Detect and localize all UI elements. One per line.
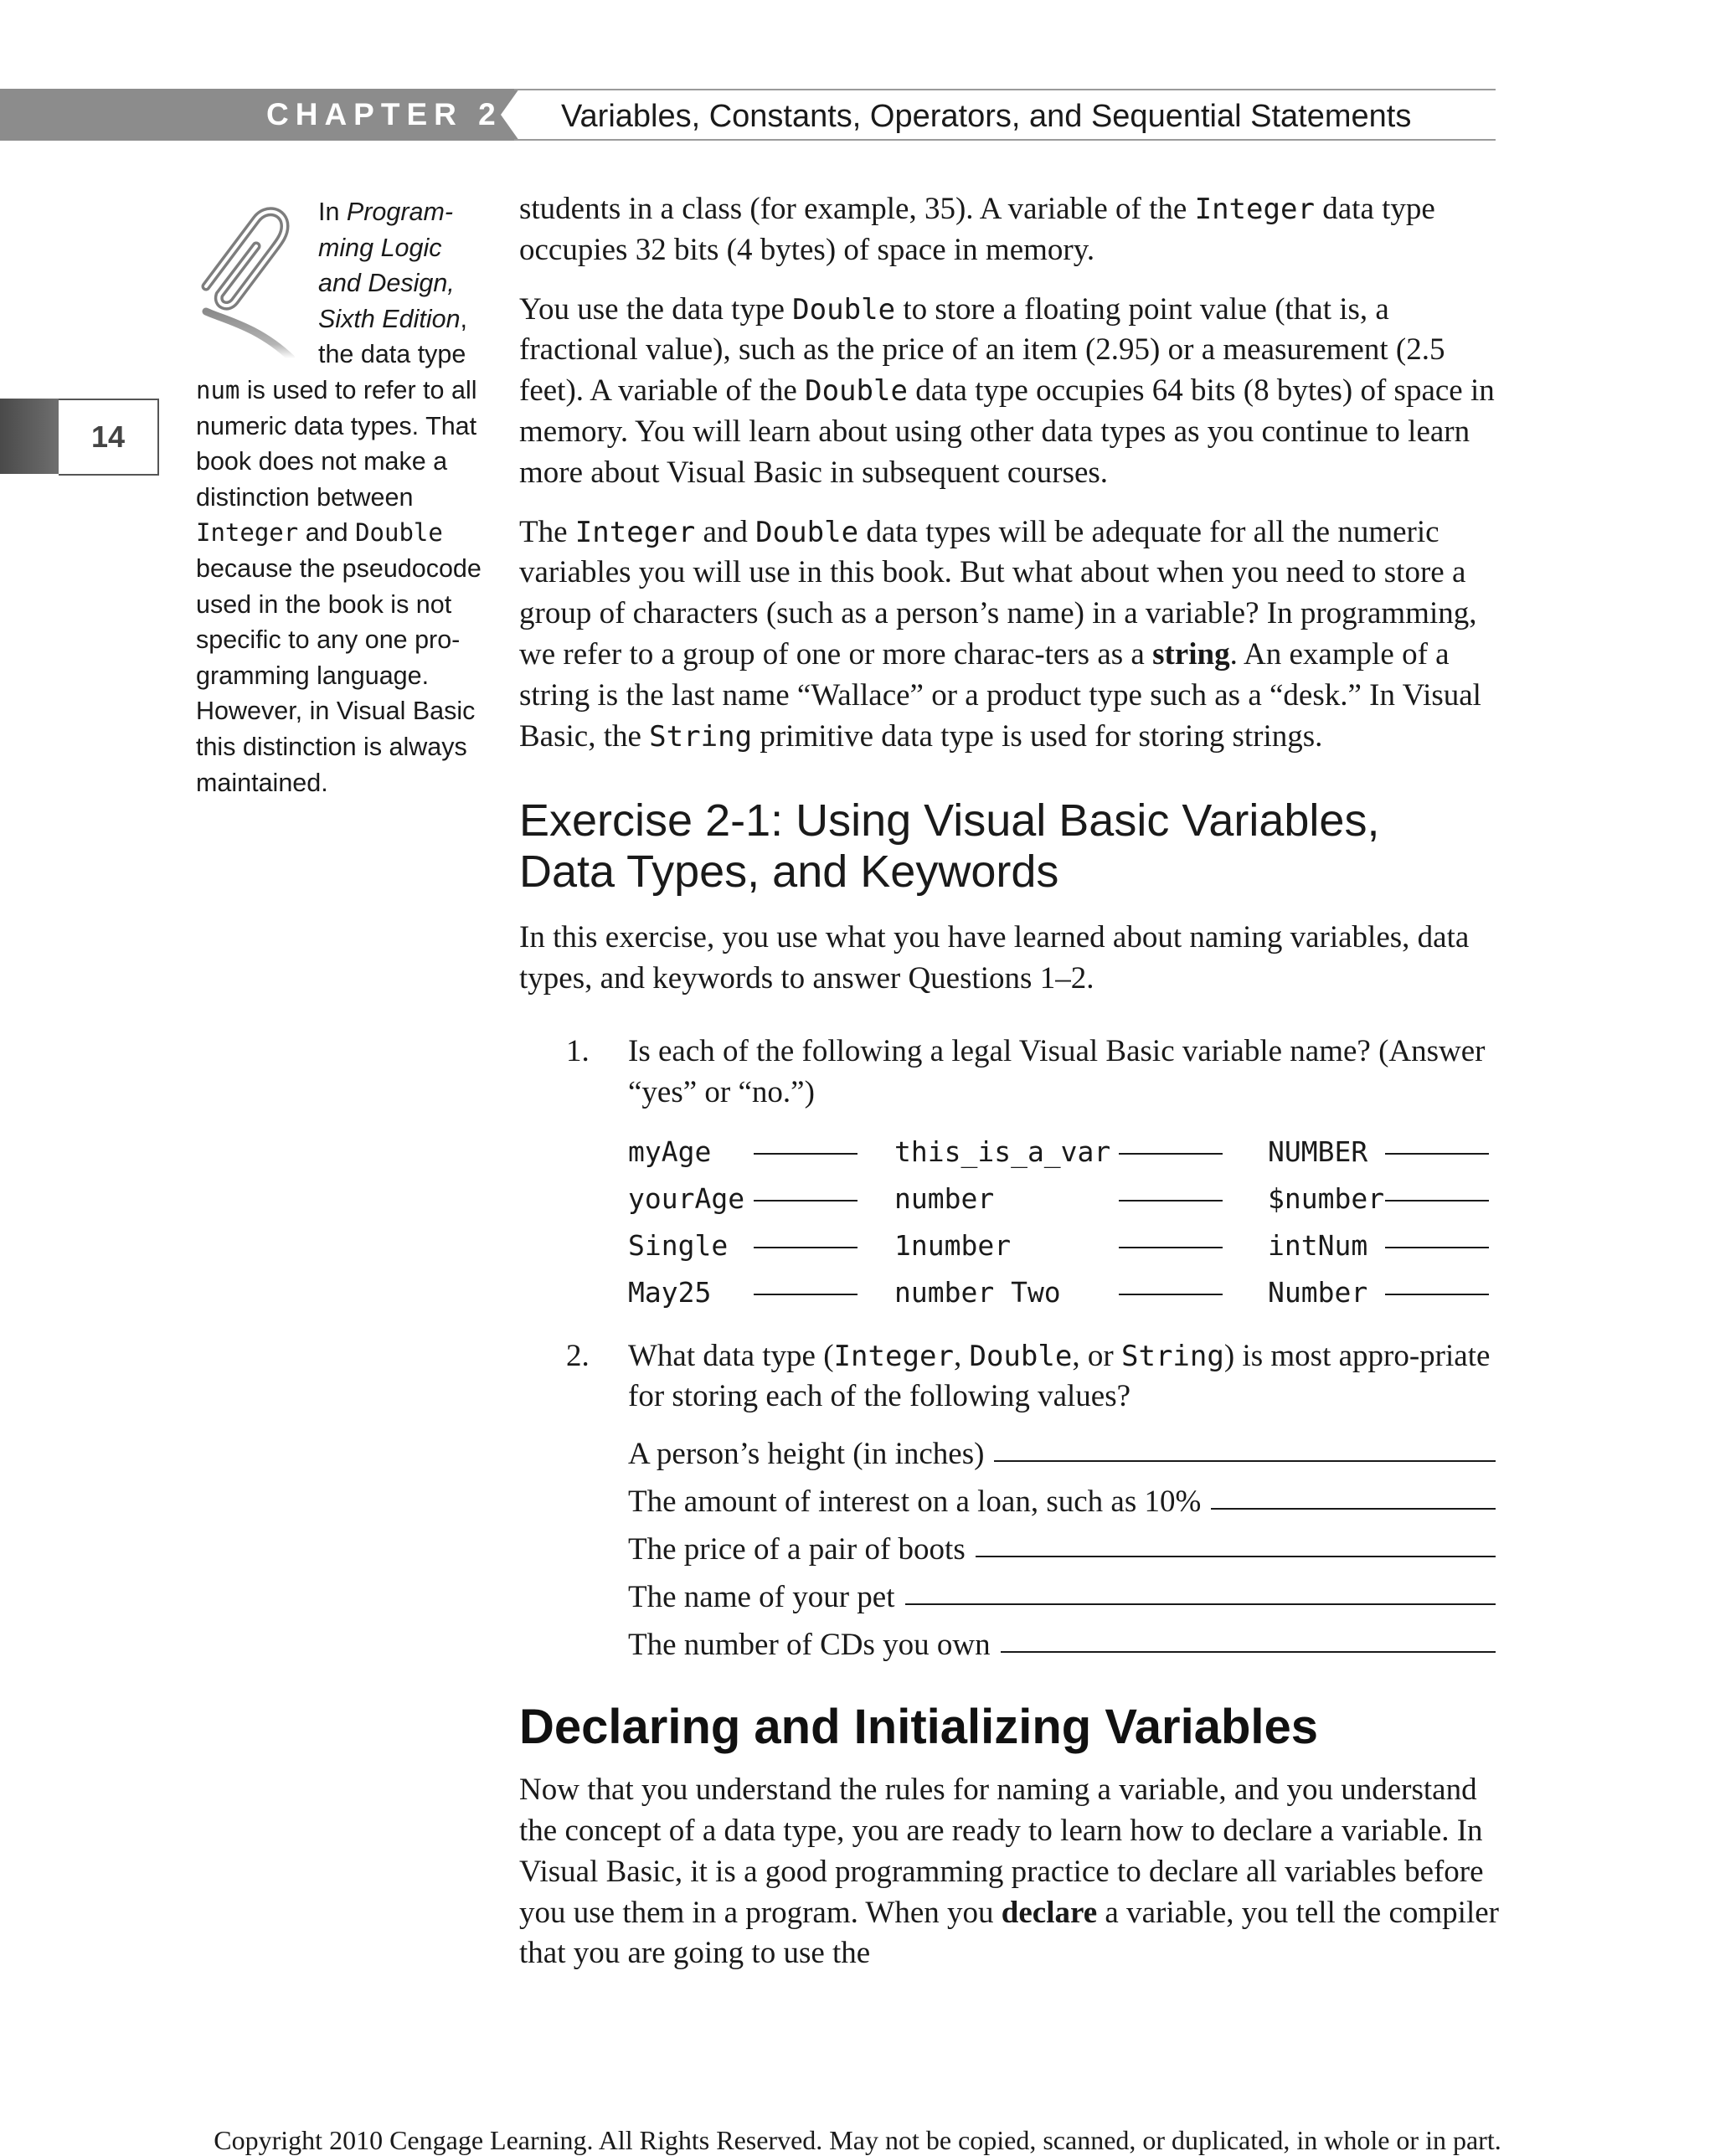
table-row: myAge this_is_a_var NUMBER xyxy=(628,1129,1489,1176)
question-2 xyxy=(519,1336,1504,1418)
answer-blank[interactable] xyxy=(1119,1152,1223,1155)
answer-blank[interactable] xyxy=(1385,1152,1489,1155)
code-num: num xyxy=(196,375,240,404)
header-rule-top xyxy=(514,89,1496,90)
code-double: Double xyxy=(355,518,443,548)
list-item: The amount of interest on a loan, such as 10% xyxy=(628,1472,1496,1520)
answer-blank[interactable] xyxy=(1385,1199,1489,1201)
table-row: May25 number Two Number xyxy=(628,1269,1489,1316)
exercise-intro: In this exercise, you use what you have learned about naming variables, data types, and keywords to answer Questions 1–2. xyxy=(519,920,1470,996)
question-text: What data type (Integer, Double, or String) is most appro-priate for storing each of the following values? xyxy=(628,1338,1491,1414)
list-item: The number of CDs you own xyxy=(628,1615,1496,1663)
answer-blank[interactable] xyxy=(1119,1293,1223,1295)
table-row: Single 1number intNum xyxy=(628,1222,1489,1269)
answer-blank[interactable] xyxy=(1385,1246,1489,1248)
list-item: The price of a pair of boots xyxy=(628,1520,1496,1567)
question-text: Is each of the following a legal Visual Basic variable name? (Answer “yes” or “no.”) xyxy=(628,1033,1486,1109)
table-row: yourAge number $number xyxy=(628,1176,1489,1222)
code-integer: Integer xyxy=(196,518,299,548)
margin-note: In Program-ming Logic and Design, Sixth Edition, the data type num is used to refer to all numeric data types. That book does not make a distinction between Integer and Double because the pseudocode used in the book is not specific to any one pro-gramming language. However, in Visual Basic this distinction is always maintained. xyxy=(196,194,491,800)
answer-blank[interactable] xyxy=(1119,1246,1223,1248)
page-tab-marker xyxy=(0,399,59,474)
answer-line[interactable] xyxy=(1211,1508,1496,1510)
variable-name-table xyxy=(628,1129,1489,1316)
values-list xyxy=(519,1424,1504,1663)
answer-line[interactable] xyxy=(905,1603,1496,1605)
answer-blank[interactable] xyxy=(754,1199,858,1201)
list-item: The name of your pet xyxy=(628,1567,1496,1615)
answer-blank[interactable] xyxy=(754,1246,858,1248)
paragraph-double: You use the data type Double to store a floating point value (that is, a fractional value), such as the price of an item (2.95) or a measurement (2.5 feet). A variable of the Double data type occupies 64 bits (8 bytes) of space in memory. You will learn about using other data types as you continue to learn more about Visual Basic in subsequent courses. xyxy=(519,291,1495,490)
exercise-title: Exercise 2-1: Using Visual Basic Variables, Data Types, and Keywords xyxy=(519,795,1380,898)
paragraph-string: The Integer and Double data types will be adequate for all the numeric variables you will use in this book. But what about when you need to store a group of characters (such as a person’s name) in a variable? In programming, we refer to a group of one or more charac-ters as a string. An example of a string is the last name “Wallace” or a product type such as a “desk.” In Visual Basic, the String primitive data type is used for storing strings. xyxy=(519,514,1481,754)
page-number: 14 xyxy=(59,399,159,476)
answer-blank[interactable] xyxy=(1119,1199,1223,1201)
question-1 xyxy=(519,1032,1504,1114)
question-number: 1. xyxy=(566,1033,590,1068)
header-rule-bottom xyxy=(514,139,1496,141)
answer-blank[interactable] xyxy=(754,1293,858,1295)
answer-line[interactable] xyxy=(976,1556,1496,1557)
answer-line[interactable] xyxy=(1001,1651,1496,1653)
copyright-notice: Copyright 2010 Cengage Learning. All Rights Reserved. May not be copied, scanned, or duplicated, in whole or in part. xyxy=(214,2125,1501,2155)
paragraph-integer: students in a class (for example, 35). A variable of the Integer data type occupies 32 bits (4 bytes) of space in memory. xyxy=(519,192,1435,267)
paragraph-declaring: Now that you understand the rules for naming a variable, and you understand the concept of a data type, you are ready to learn how to declare a variable. In Visual Basic, it is a good programming practice to declare all variables before you use them in a program. When you declare a variable, you tell the compiler that you are going to use the xyxy=(519,1773,1499,1971)
question-number: 2. xyxy=(566,1338,590,1373)
answer-line[interactable] xyxy=(994,1460,1496,1462)
chapter-label: CHAPTER 2 xyxy=(266,97,502,131)
running-head xyxy=(0,89,1496,141)
list-item: A person’s height (in inches) xyxy=(628,1424,1496,1472)
answer-blank[interactable] xyxy=(1385,1293,1489,1295)
margin-note-text: In Program-ming Logic and Design, Sixth Edition, the data type xyxy=(318,198,468,369)
section-title: Declaring and Initializing Variables xyxy=(519,1700,1319,1755)
main-column xyxy=(519,189,1504,1993)
chapter-title: Variables, Constants, Operators, and Sequential Statements xyxy=(561,99,1412,134)
answer-blank[interactable] xyxy=(754,1152,858,1155)
